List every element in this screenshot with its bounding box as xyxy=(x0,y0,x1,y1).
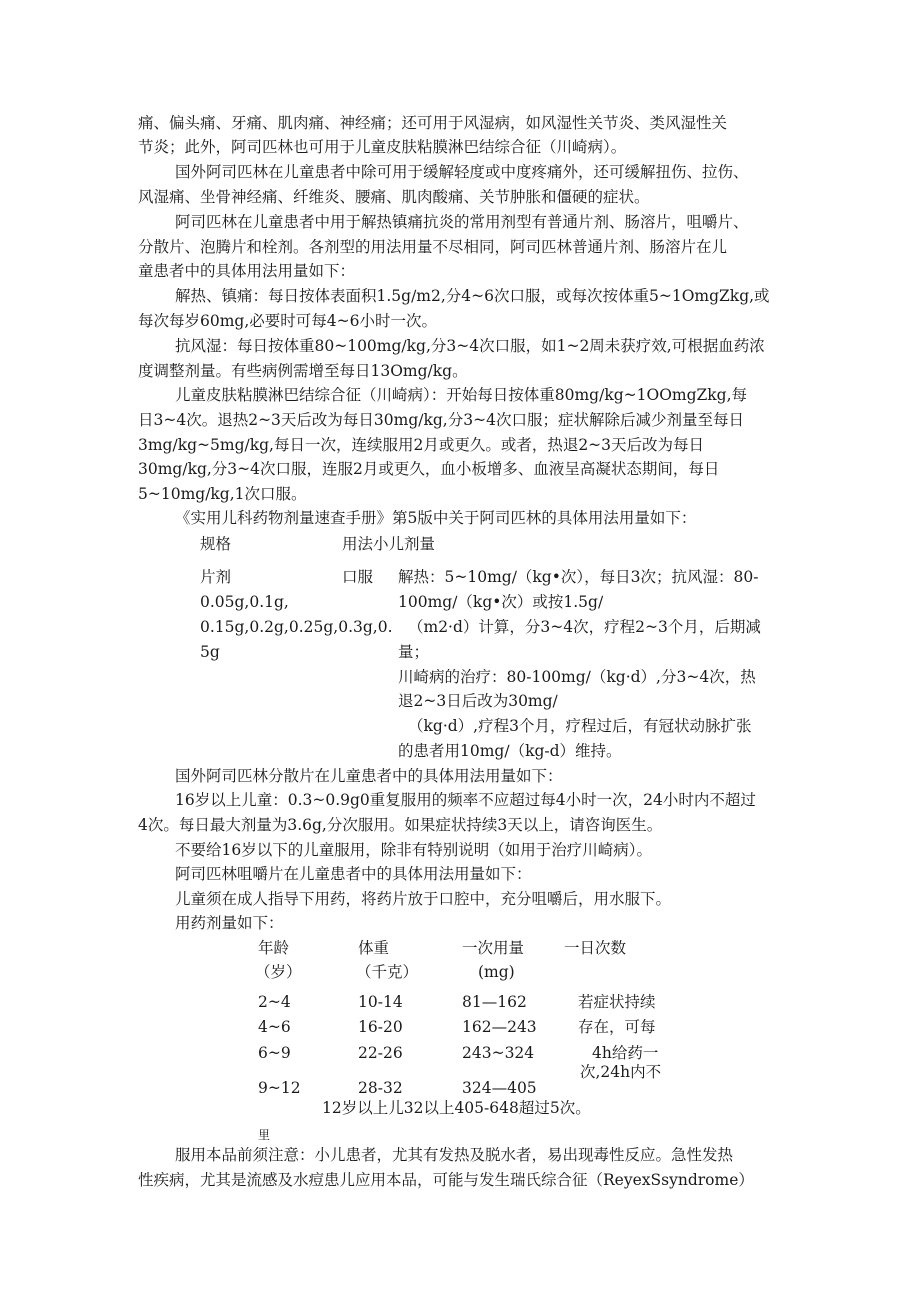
chewable-line-1: 儿童须在成人指导下用药，将药片放于口腔中，充分咀嚼后，用水服下。 xyxy=(175,890,672,908)
forms-line-1: 阿司匹林在儿童患者中用于解热镇痛抗炎的常用剂型有普通片剂、肠溶片，咀嚼片、 xyxy=(175,213,749,231)
table-cell-dose: 162—243 xyxy=(462,1018,537,1036)
forms-line-3: 童患者中的具体用法用量如下： xyxy=(138,262,356,280)
handbook-header-spec: 规格 xyxy=(200,535,232,553)
kawasaki-line-1: 儿童皮肤粘膜淋巴结综合征（川崎病）：开始每日按体重80mg∕kg~1OOmgZkg,每 xyxy=(175,386,748,404)
antipyretic-line-1: 解热、镇痛：每日按体表面积1.5g∕m2,分4~6次口服，或每次按体重5~1OmgZkg,或 xyxy=(175,287,770,305)
table-header-age: 年龄 xyxy=(258,939,290,957)
chewable-line-2: 用药剂量如下： xyxy=(175,914,284,932)
table-freq-line-2: 存在，可每 xyxy=(578,1018,656,1036)
intro-line-2: 节炎；此外，阿司匹林也可用于儿童皮肤粘膜淋巴结综合征（川崎病）。 xyxy=(138,138,627,156)
table-cell-age: 9~12 xyxy=(258,1079,301,1097)
dispersible-line-3: 不要给16岁以下的儿童服用，除非有特别说明（如用于治疗川崎病）。 xyxy=(175,841,652,859)
precaution-line-1: 服用本品前须注意：小儿患者，尤其有发热及脱水者，易出现毒性反应。急性发热 xyxy=(175,1146,734,1164)
handbook-dose-line-3: （m2·d）计算，分3~4次，疗程2~3个月，后期减 xyxy=(408,618,761,636)
kawasaki-line-2: 日3~4次。退热2~3天后改为每日30mg∕kg,分3~4次口服；症状解除后减少剂量至每日 xyxy=(138,411,744,429)
handbook-dose-line-1: 解热：5~10mg∕（kg•次），每日3次；抗风湿：80- xyxy=(398,568,759,586)
table-freq-line-3: 4h给药一 xyxy=(592,1044,659,1062)
table-cell-weight: 10-14 xyxy=(358,993,403,1011)
table-header-freq: 一日次数 xyxy=(564,939,627,957)
foreign-line-2: 风湿痛、坐骨神经痛、纤维炎、腰痛、肌肉酸痛、关节肿胀和僵硬的症状。 xyxy=(138,188,650,206)
handbook-spec-line-1: 0.05g,0.1g, xyxy=(200,593,289,611)
table-header-weight: 体重 xyxy=(358,939,390,957)
table-cell-age: 4~6 xyxy=(258,1018,291,1036)
handbook-spec-line-2: 0.15g,0.2g,0.25g,0.3g,0. xyxy=(200,618,393,636)
antirheumatic-line-1: 抗风湿：每日按体重80~100mg∕kg,分3~4次口服，如1~2周未获疗效,可根据血药浓 xyxy=(175,337,765,355)
table-freq-line-4: 次,24h内不 xyxy=(580,1063,662,1081)
dispersible-heading: 国外阿司匹林分散片在儿童患者中的具体用法用量如下： xyxy=(175,767,563,785)
handbook-dose-line-4: 量； xyxy=(398,643,430,661)
stray-character: 里 xyxy=(258,1128,271,1142)
antipyretic-line-2: 每次每岁60mg,必要时可每4~6小时一次。 xyxy=(138,312,437,330)
table-cell-weight: 28-32 xyxy=(358,1079,403,1097)
table-header-dose-unit: (mg) xyxy=(478,963,515,981)
handbook-dose-line-6: 退2~3日后改为30mg∕ xyxy=(398,692,558,710)
intro-line-1: 痛、偏头痛、牙痛、肌肉痛、神经痛；还可用于风湿病，如风湿性关节炎、类风湿性关 xyxy=(138,114,728,132)
handbook-dose-line-5: 川崎病的治疗：80-100mg∕（kg·d）,分3~4次，热 xyxy=(398,668,756,686)
handbook-dose-line-7: （kg·d）,疗程3个月，疗程过后，有冠状动脉扩张 xyxy=(408,717,752,735)
precaution-line-2: 性疾病，尤其是流感及水痘患儿应用本品，可能与发生瑞氏综合征（ReyexSsyndrome） xyxy=(138,1171,754,1189)
handbook-dose-line-8: 的患者用10mg∕（kg-d）维持。 xyxy=(398,742,622,760)
dispersible-line-1: 16岁以上儿童：0.3~0.9g0重复服用的频率不应超过每4小时一次，24小时内不超过 xyxy=(175,791,756,809)
kawasaki-line-4: 30mg∕kg,分3~4次口服，连服2月或更久，血小板增多、血液呈高凝状态期间，每日 xyxy=(138,460,720,478)
table-cell-weight: 22-26 xyxy=(358,1044,403,1062)
dispersible-line-2: 4次。每日最大剂量为3.6g,分次服用。如果症状持续3天以上，请咨询医生。 xyxy=(138,816,663,834)
table-cell-dose: 243~324 xyxy=(462,1044,535,1062)
kawasaki-line-3: 3mg∕kg~5mg∕kg,每日一次，连续服用2月或更久。或者，热退2~3天后改为每日 xyxy=(138,436,705,454)
table-cell-dose: 324—405 xyxy=(462,1079,537,1097)
handbook-spec-line-3: 5g xyxy=(200,643,220,661)
chewable-heading: 阿司匹林咀嚼片在儿童患者中的具体用法用量如下： xyxy=(175,865,532,883)
forms-line-2: 分散片、泡腾片和栓剂。各剂型的用法用量不尽相同，阿司匹林普通片剂、肠溶片在儿 xyxy=(138,238,728,256)
antirheumatic-line-2: 度调整剂量。有些病例需增至每日13Omg∕kg。 xyxy=(138,362,468,380)
table-cell-age: 6~9 xyxy=(258,1044,291,1062)
table-header-weight-unit: （千克） xyxy=(356,963,419,981)
table-header-dose: 一次用量 xyxy=(462,939,525,957)
table-header-age-unit: （岁） xyxy=(255,963,302,981)
foreign-line-1: 国外阿司匹林在儿童患者中除可用于缓解轻度或中度疼痛外，还可缓解扭伤、拉伤、 xyxy=(175,163,749,181)
table-freq-line-1: 若症状持续 xyxy=(578,993,656,1011)
handbook-intro: 《实用儿科药物剂量速查手册》第5版中关于阿司匹林的具体用法用量如下： xyxy=(175,509,697,527)
handbook-route: 口服 xyxy=(342,568,374,586)
table-cell-age: 2~4 xyxy=(258,993,291,1011)
table-cell-weight: 16-20 xyxy=(358,1018,403,1036)
handbook-dose-line-2: 100mg∕（kg•次）或按1.5g∕ xyxy=(398,593,604,611)
table-last-row: 12岁以上儿32以上405-648超过5次。 xyxy=(322,1099,591,1117)
table-cell-dose: 81—162 xyxy=(462,993,527,1011)
kawasaki-line-5: 5~10mg∕kg,1次口服。 xyxy=(138,485,307,503)
handbook-form: 片剂 xyxy=(200,568,232,586)
handbook-header-usage: 用法小儿剂量 xyxy=(342,535,436,553)
